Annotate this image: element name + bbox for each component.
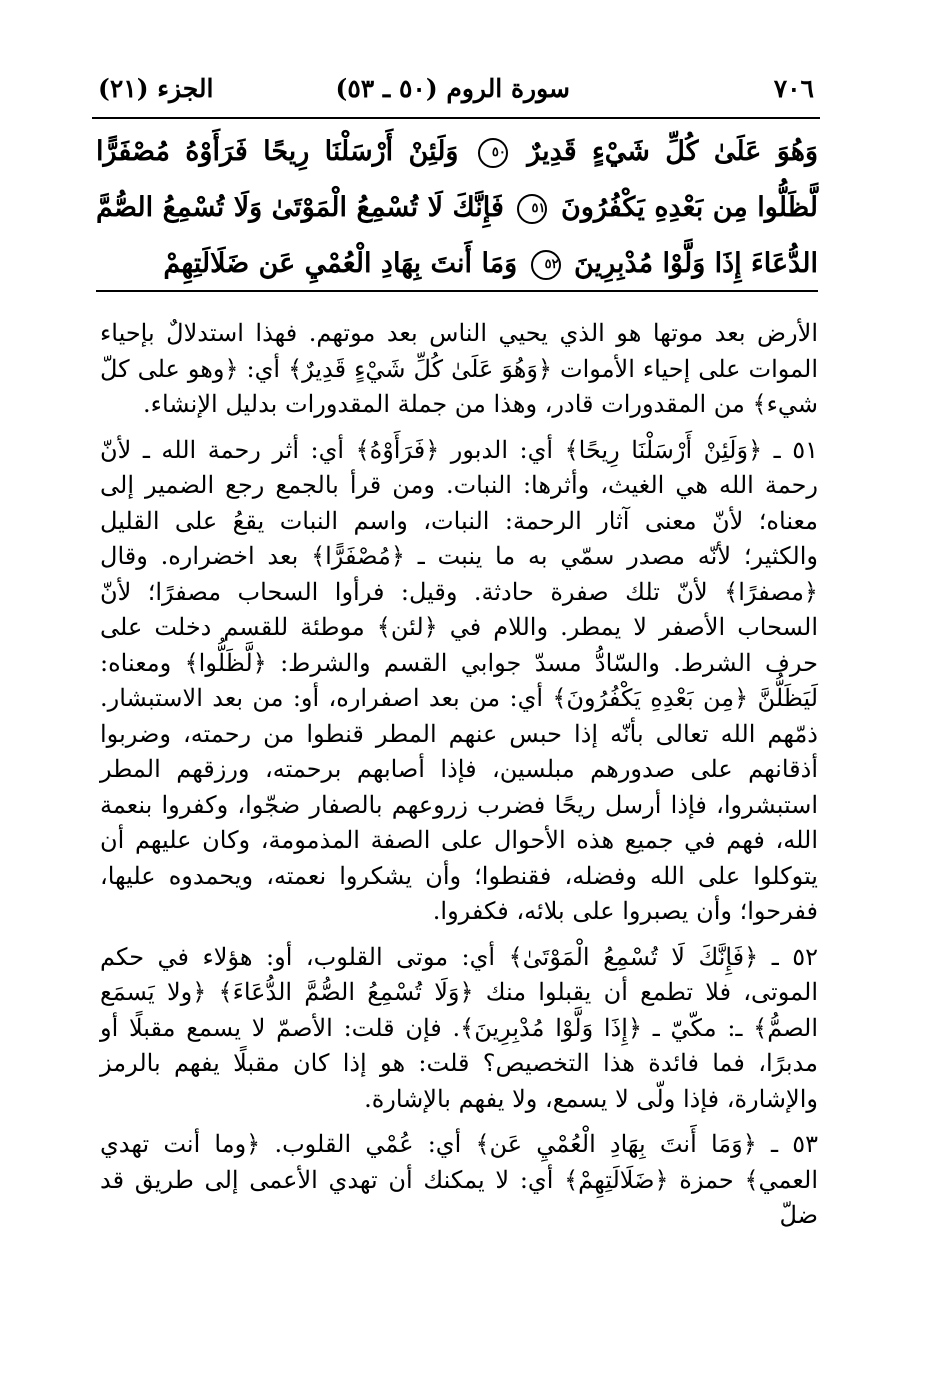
tafsir-commentary [100,316,818,1244]
verse-51-text: وَلَئِنْ أَرْسَلْنَا رِيحًا فَرَأَوْهُ مُصْفَرًّا لَّظَلُّوا مِن بَعْدِهِ يَكْفُرُونَ [96,136,819,223]
verse-end-marker-52: ٥٢ [531,250,561,280]
commentary-paragraph-verse-53: ٥٣ ـ ﴿وَمَا أَنتَ بِهَادِ الْعُمْيِ عَن﴾ أي: عُمْي القلوب. ﴿وما أنت تهدي العمي﴾ حمزة ﴿ضَلَالَتِهِمْ﴾ أي: لا يمكنك أن تهدي الأعمى إلى طريق قد ضلّ [100,1130,818,1229]
commentary-paragraph-1: الأرض بعد موتها هو الذي يحيي الناس بعد موتهم. فهذا استدلالٌ بإحياء الموات على إحياء الأموات ﴿وَهُوَ عَلَىٰ كُلِّ شَيْءٍ قَدِيرٌ﴾ أي: ﴿وهو على كلّ شيء﴾ من المقدورات قادر، وهذا من جملة المقدورات بدليل الإنشاء. [100,319,818,418]
page-header [92,70,820,116]
commentary-paragraph-verse-52: ٥٢ ـ ﴿فَإِنَّكَ لَا تُسْمِعُ الْمَوْتَىٰ﴾ أي: موتى القلوب، أو: هؤلاء في حكم الموتى، فلا تطمع أن يقبلوا منك ﴿وَلَا تُسْمِعُ الصُّمَّ الدُّعَاءَ﴾ ﴿ولا يَسمَع الصمُّ﴾ ـ: مكّيّ ـ ﴿إِذَا وَلَّوْا مُدْبِرِينَ﴾. فإن قلت: الأصمّ لا يسمع مقبلًا أو مدبرًا، فما فائدة هذا التخصيص؟ قلت: هو إذا كان مقبلًا يفهم بالرمز والإشارة، فإذا ولّى لا يسمع، ولا يفهم بالإشارة. [100,942,819,1113]
quran-verses [96,124,818,292]
surah-title: سورة الروم (٥٠ ـ ٥٣) [335,74,570,103]
verse-end-marker-50: ٥٠ [478,138,508,168]
verse-53-text: وَمَا أَنتَ بِهَادِ الْعُمْيِ عَن ضَلَالَتِهِمْ [163,248,518,279]
verses-divider [96,290,818,292]
commentary-paragraph-verse-51: ٥١ ـ ﴿وَلَئِنْ أَرْسَلْنَا رِيحًا﴾ أي: الدبور ﴿فَرَأَوْهُ﴾ أي: أثر رحمة الله ـ لأنّ رحمة الله هي الغيث، وأثرها: النبات. ومن قرأ بالجمع رجع الضمير إلى معناه؛ لأنّ معنى آثار الرحمة: النبات، واسم النبات يقعُ على القليل والكثير؛ لأنّه مصدر سمّي به ما ينبت ـ ﴿مُصْفَرًّا﴾ بعد اخضراره. وقال ﴿مصفرًا﴾ لأنّ تلك صفرة حادثة. وقيل: فرأوا السحاب مصفرًا؛ لأنّ السحاب الأصفر لا يمطر. واللام في ﴿لئن﴾ موطئة للقسم دخلت على حرف الشرط. والسّادُّ مسدّ جوابي القسم والشرط: ﴿لَّظَلُّوا﴾ ومعناه: لَيَظَلُّنَّ ﴿مِن بَعْدِهِ يَكْفُرُونَ﴾ أي: من بعد اصفراره، أو: من بعد الاستبشار. ذمّهم الله تعالى بأنّه إذا حبس عنهم المطر قنطوا من رحمته، وضربوا أذقانهم على صدورهم مبلسين، فإذا أصابهم برحمته، ورزقهم المطر استبشروا، فإذا أرسل ريحًا فضرب زروعهم بالصفار ضجّوا، وكفروا بنعمة الله، فهم في جميع هذه الأحوال على الصفة المذمومة، وكان عليهم أن يتوكلوا على الله وفضله، فقنطوا؛ وأن يشكروا نعمته، ويحمدوه عليها، ففرحوا؛ وأن يصبروا على بلائه، فكفروا. [100,435,819,925]
verse-52-text: فَإِنَّكَ لَا تُسْمِعُ الْمَوْتَىٰ وَلَا تُسْمِعُ الصُّمَّ الدُّعَاءَ إِذَا وَلَّوْا مُدْبِرِينَ [96,192,818,279]
page-number: ٧٠٦ [773,74,814,103]
verse-end-marker-51: ٥١ [517,194,547,224]
juz-label: الجزء (٢١) [98,74,214,103]
verse-50-text: وَهُوَ عَلَىٰ كُلِّ شَيْءٍ قَدِيرٌ [527,136,818,167]
header-divider [92,117,820,119]
